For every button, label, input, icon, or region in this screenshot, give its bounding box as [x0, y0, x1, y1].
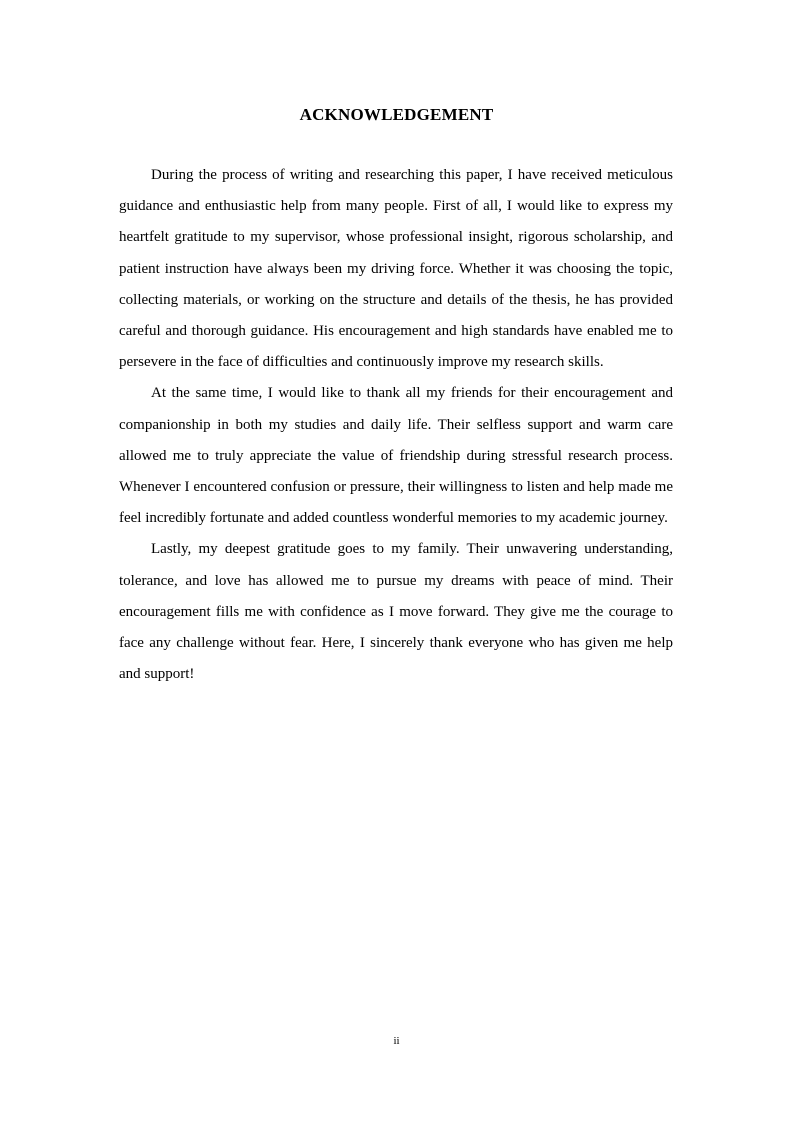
acknowledgement-body [119, 160, 673, 690]
page-title: ACKNOWLEDGEMENT [299, 105, 494, 124]
page-number: ii [393, 1035, 400, 1047]
paragraph-friends: At the same time, I would like to thank all my friends for their encouragement and companionship in both my studies and daily life. Their selfless support and warm care allowed me to truly appreciate the value of friendship during stressful research process. Whenever I encountered confusion or pressure, their willingness to listen and help made me feel incredibly fortunate and added countless wonderful memories to my academic journey. [119, 385, 673, 527]
paragraph-supervisor: During the process of writing and researching this paper, I have received meticulous guidance and enthusiastic help from many people. First of all, I would like to express my heartfelt gratitude to my supervisor, whose professional insight, rigorous scholarship, and patient instruction have always been my driving force. Whether it was choosing the topic, collecting materials, or working on the structure and details of the thesis, he has provided careful and thorough guidance. His encouragement and high standards have enabled me to persevere in the face of difficulties and continuously improve my research skills. [119, 167, 673, 371]
paragraph-family: Lastly, my deepest gratitude goes to my family. Their unwavering understanding, tolerance, and love has allowed me to pursue my dreams with peace of mind. Their encouragement fills me with confidence as I move forward. They give me the courage to face any challenge without fear. Here, I sincerely thank everyone who has given me help and support! [119, 541, 673, 683]
